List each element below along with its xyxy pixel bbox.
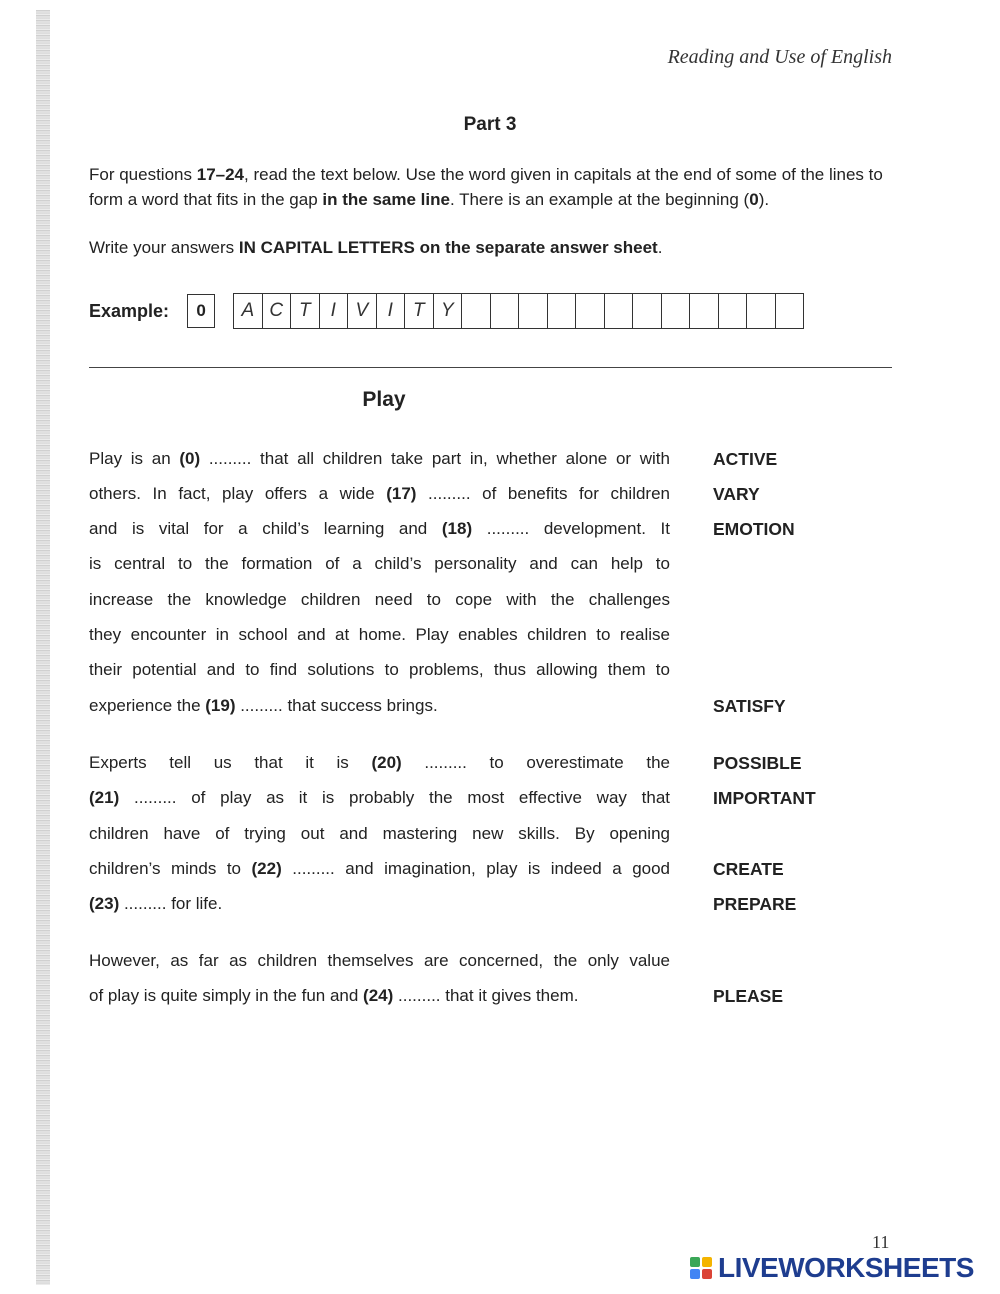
- line-text: ......... that it gives them.: [393, 986, 579, 1005]
- example-number-box: 0: [187, 294, 215, 328]
- instr-bold: 0: [749, 190, 759, 209]
- gap-number: (0): [179, 449, 201, 468]
- example-cell: Y: [434, 294, 463, 328]
- instr-text: .: [657, 238, 663, 257]
- example-cell: [462, 294, 491, 328]
- line-text: others. In fact, play offers a wide: [89, 484, 387, 503]
- example-cell: [605, 294, 634, 328]
- example-cell: [662, 294, 691, 328]
- line-text: ......... and imagination, play is indeed a good: [281, 859, 671, 878]
- line-text: Experts tell us that it is: [89, 753, 372, 772]
- text-line: [89, 622, 670, 648]
- instr-text: ).: [758, 190, 770, 209]
- line-text: ......... for life.: [119, 894, 223, 913]
- instr-text: , read the text below. Use the word given in capitals at the end of some of the lines to form a word that fits in the gap: [89, 165, 883, 209]
- example-cell: [690, 294, 719, 328]
- line-text: is central to the formation of a child’s personality and can help to: [89, 554, 670, 573]
- cue-word: VARY: [713, 484, 760, 504]
- text-line: [89, 948, 670, 974]
- example-cell: T: [291, 294, 320, 328]
- example-cell: [719, 294, 748, 328]
- line-text: Play is an: [89, 449, 180, 468]
- text-line: [89, 587, 670, 613]
- divider: [89, 367, 892, 368]
- text-line: [89, 481, 670, 507]
- cue-word: EMOTION: [713, 519, 795, 539]
- example-cell: [747, 294, 776, 328]
- gap-number: (24): [363, 986, 394, 1005]
- logo-square-icon: [702, 1257, 712, 1267]
- text-line: [89, 657, 670, 683]
- logo-mark-icon: [690, 1257, 712, 1279]
- text-line: [89, 516, 670, 542]
- example-cell: [576, 294, 605, 328]
- line-text: of play is quite simply in the fun and: [89, 986, 364, 1005]
- cue-word: IMPORTANT: [713, 788, 816, 808]
- example-cell: [776, 294, 804, 328]
- line-text: ......... to overestimate the: [401, 753, 670, 772]
- instr-bold: in the same line: [322, 190, 450, 209]
- cue-word: ACTIVE: [713, 449, 778, 469]
- logo-square-icon: [690, 1269, 700, 1279]
- line-text: ......... that all children take part in, whether alone or with: [200, 449, 670, 468]
- example-cell: C: [263, 294, 292, 328]
- example-cell: I: [377, 294, 406, 328]
- example-cell: I: [320, 294, 349, 328]
- gap-number: (17): [386, 484, 417, 503]
- example-cell: V: [348, 294, 377, 328]
- text-line: [89, 693, 670, 719]
- line-text: and is vital for a child’s learning and: [89, 519, 442, 538]
- text-line: [89, 551, 670, 577]
- line-text: their potential and to find solutions to problems, thus allowing them to: [89, 660, 670, 679]
- text-line: [89, 821, 670, 847]
- instr-text: Write your answers: [89, 238, 239, 257]
- gap-number: (22): [251, 859, 282, 878]
- cue-word: POSSIBLE: [713, 753, 802, 773]
- example-cell: T: [405, 294, 434, 328]
- instructions-paragraph-2: [89, 235, 899, 260]
- example-cell: [491, 294, 520, 328]
- example-answer-grid: [233, 293, 804, 329]
- example-cell: [519, 294, 548, 328]
- cue-word: PLEASE: [713, 986, 784, 1006]
- cue-word: PREPARE: [713, 894, 797, 914]
- example-cell: [633, 294, 662, 328]
- line-text: increase the knowledge children need to cope with the challenges: [89, 590, 670, 609]
- instr-bold: IN CAPITAL LETTERS on the separate answer sheet: [238, 238, 658, 257]
- text-title: Play: [362, 388, 406, 411]
- line-text: they encounter in school and at home. Play enables children to realise: [89, 625, 670, 644]
- line-text: ......... development. It: [472, 519, 670, 538]
- gap-number: (23): [89, 894, 120, 913]
- cue-word: CREATE: [713, 859, 784, 879]
- text-line: [89, 856, 670, 882]
- example-cell: [548, 294, 577, 328]
- example-row: [89, 292, 804, 330]
- text-line: [89, 785, 670, 811]
- example-cell: A: [234, 294, 263, 328]
- gap-number: (20): [371, 753, 402, 772]
- gap-number: (19): [205, 696, 236, 715]
- line-text: experience the: [89, 696, 206, 715]
- logo-square-icon: [690, 1257, 700, 1267]
- text-line: [89, 750, 670, 776]
- text-line: [89, 446, 670, 472]
- example-label: Example:: [89, 300, 170, 321]
- line-text: children’s minds to: [89, 859, 252, 878]
- cue-word: SATISFY: [713, 696, 786, 716]
- liveworksheets-logo: [690, 1252, 974, 1284]
- text-line: [89, 891, 670, 917]
- instr-text: For questions: [89, 165, 197, 184]
- scan-edge: [36, 10, 50, 1285]
- instructions-paragraph-1: [89, 162, 899, 212]
- part-title: Part 3: [463, 114, 517, 135]
- text-line: [89, 983, 670, 1009]
- logo-text: LIVEWORKSHEETS: [718, 1252, 974, 1283]
- line-text: ......... that success brings.: [235, 696, 438, 715]
- gap-number: (18): [441, 519, 473, 538]
- line-text: children have of trying out and mastering new skills. By opening: [89, 824, 670, 843]
- gap-number: (21): [89, 788, 120, 807]
- line-text: ......... of benefits for children: [416, 484, 670, 503]
- instr-text: . There is an example at the beginning (: [449, 190, 750, 209]
- line-text: However, as far as children themselves are concerned, the only value: [89, 951, 670, 970]
- page-header: Reading and Use of English: [667, 46, 892, 68]
- page-number: 11: [872, 1232, 890, 1252]
- instr-bold: 17–24: [196, 165, 245, 184]
- logo-square-icon: [702, 1269, 712, 1279]
- line-text: ......... of play as it is probably the most effective way that: [119, 788, 670, 807]
